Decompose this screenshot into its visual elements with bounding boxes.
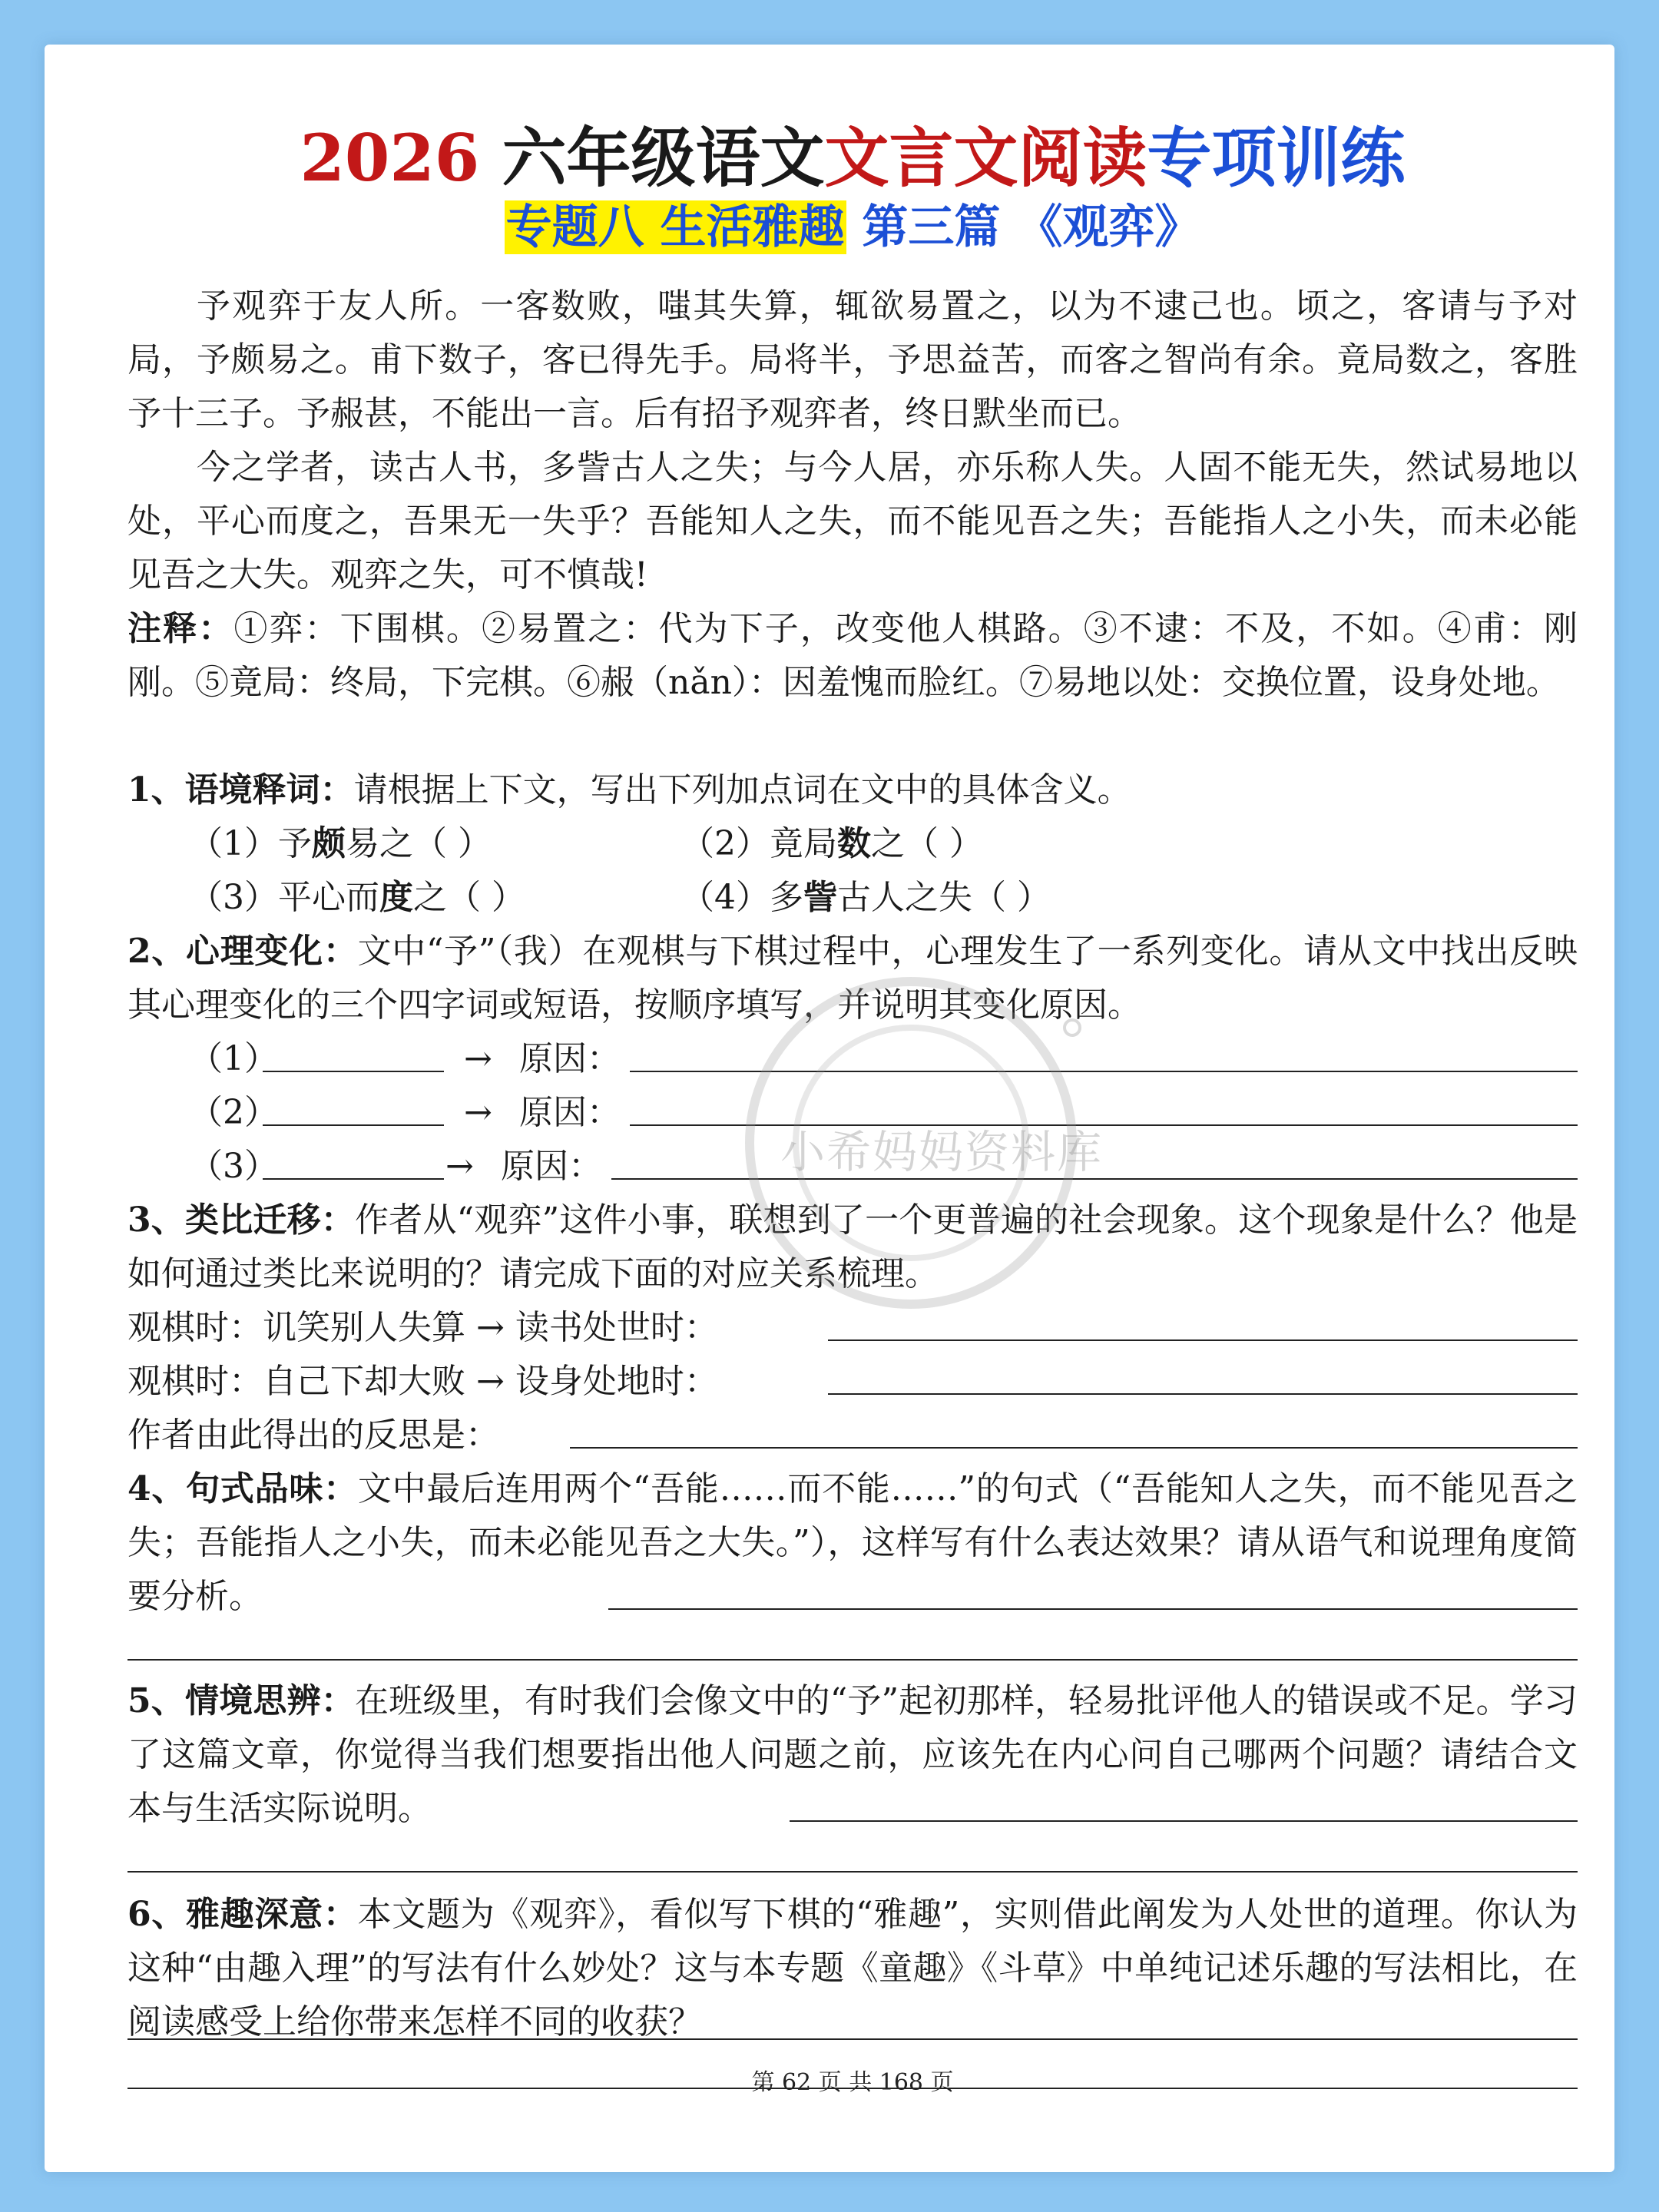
q2-row-3-answer-blank[interactable]: [263, 1178, 444, 1180]
q6-answer-blank-1[interactable]: [127, 2038, 1578, 2040]
q3-line-3-blank[interactable]: [570, 1447, 1578, 1449]
q1-item-3: （3）平心而度之（ ）: [189, 878, 525, 917]
q2-row-2-reason-label: 原因：: [519, 1093, 621, 1132]
notes-text: ①弈：下围棋。②易置之：代为下子，改变他人棋路。③不逮：不及，不如。④甫：刚刚。⑤竟局：终局，下完棋。⑥赧（nǎn）：因羞愧而脸红。⑦易地以处：交换位置，设身处地。: [127, 609, 1578, 702]
question-2: [127, 925, 1578, 1032]
q4-answer-blank-2[interactable]: [127, 1659, 1578, 1661]
question-1-label: 1、语境释词：: [127, 770, 354, 810]
q2-row-1-num: （1）: [189, 1039, 278, 1078]
dotted-word: 数: [837, 824, 871, 863]
q3-line-2-blank[interactable]: [828, 1393, 1578, 1395]
question-3: [127, 1194, 1578, 1301]
question-2-label: 2、心理变化：: [127, 932, 358, 971]
title-grade: 六年级语文: [502, 120, 825, 196]
worksheet-page: [45, 45, 1614, 2172]
dotted-word: 訾: [803, 878, 837, 917]
q2-row-3-arrow: →: [445, 1147, 474, 1186]
q2-row-1-reason-label: 原因：: [519, 1039, 621, 1078]
q2-row-2-answer-blank[interactable]: [263, 1124, 444, 1126]
notes: [127, 602, 1578, 710]
question-3-text: 作者从“观弈”这件小事，联想到了一个更普遍的社会现象。这个现象是什么？他是如何通过类比来说明的？请完成下面的对应关系梳理。: [127, 1200, 1578, 1293]
q1-item-4: （4）多訾古人之失（ ）: [680, 878, 1051, 917]
subtitle-rest: 第三篇 《观弈》: [846, 200, 1201, 254]
question-5-text: 在班级里，有时我们会像文中的“予”起初那样，轻易批评他人的错误或不足。学习了这篇文章，你觉得当我们想要指出他人问题之前，应该先在内心问自己哪两个问题？请结合文本与生活实际说明。: [127, 1681, 1578, 1828]
question-3-label: 3、类比迁移：: [127, 1200, 355, 1240]
notes-label: 注释：: [127, 609, 234, 648]
title-topic: 文言文阅读: [824, 120, 1147, 196]
q3-line-3-label: 作者由此得出的反思是：: [127, 1416, 499, 1455]
q2-row-3-num: （3）: [189, 1147, 278, 1186]
question-6-label: 6、雅趣深意：: [127, 1895, 358, 1934]
q3-line-2-label: 观棋时：自己下却大败 → 设身处地时：: [127, 1362, 718, 1401]
q5-answer-blank-1[interactable]: [790, 1820, 1578, 1822]
q3-line-1-blank[interactable]: [828, 1339, 1578, 1341]
q1-item-1: （1）予颇易之（ ）: [189, 824, 492, 863]
page-subtitle: [127, 195, 1578, 260]
question-6-text: 本文题为《观弈》，看似写下棋的“雅趣”，实则借此阐发为人处世的道理。你认为这种“由趣入理”的写法有什么妙处？这与本专题《童趣》《斗草》中单纯记述乐趣的写法相比，在阅读感受上给你带来怎样不同的收获？: [127, 1895, 1578, 2041]
passage-paragraph-1: 予观弈于友人所。一客数败，嗤其失算，辄欲易置之，以为不逮己也。顷之，客请与予对局，予颇易之。甫下数子，客已得先手。局将半，予思益苦，而客之智尚有余。竟局数之，客胜予十三子。予赧甚，不能出一言。后有招予观弈者，终日默坐而已。: [127, 286, 1578, 433]
q2-row-1-arrow: →: [464, 1039, 492, 1078]
dotted-word: 度: [379, 878, 413, 917]
q3-line-1-label: 观棋时：讥笑别人失算 → 读书处世时：: [127, 1308, 718, 1347]
question-4-label: 4、句式品味：: [127, 1469, 358, 1508]
q4-answer-blank-1[interactable]: [608, 1608, 1578, 1610]
subtitle-highlight: 专题八 生活雅趣: [505, 200, 845, 254]
question-4: [127, 1462, 1578, 1624]
question-1-text: 请根据上下文，写出下列加点词在文中的具体含义。: [353, 770, 1131, 810]
dotted-word: 颇: [312, 824, 346, 863]
watermark-text: 小希妈妈资料库: [780, 1126, 1103, 1178]
q5-answer-blank-2[interactable]: [127, 1871, 1578, 1873]
q2-row-2-arrow: →: [464, 1093, 492, 1132]
title-year: 2026: [300, 120, 502, 196]
passage-paragraph-2: 今之学者，读古人书，多訾古人之失；与今人居，亦乐称人失。人固不能无失，然试易地以处，平心而度之，吾果无一失乎？吾能知人之失，而不能见吾之失；吾能指人之小失，而未必能见吾之大失。观弈之失，可不慎哉!: [127, 448, 1578, 594]
q2-row-1-answer-blank[interactable]: [263, 1071, 444, 1072]
q2-row-3-reason-label: 原因：: [501, 1147, 602, 1186]
question-4-text: 文中最后连用两个“吾能……而不能……”的句式（“吾能知人之失，而不能见吾之失；吾能指人之小失，而未必能见吾之大失。”），这样写有什么表达效果？请从语气和说理角度简要分析。: [127, 1469, 1578, 1616]
q2-row-2-num: （2）: [189, 1093, 278, 1132]
page-title: [127, 118, 1578, 198]
question-1: [127, 763, 1578, 817]
q2-row-1-reason-blank[interactable]: [630, 1071, 1578, 1072]
q1-item-2: （2）竟局数之（ ）: [680, 824, 983, 863]
question-5: [127, 1674, 1578, 1836]
question-2-text: 文中“予”（我）在观棋与下棋过程中，心理发生了一系列变化。请从文中找出反映其心理变化的三个四字词或短语，按顺序填写，并说明其变化原因。: [127, 932, 1578, 1025]
question-6: [127, 1888, 1578, 2049]
page-footer: 第 62 页 共 168 页: [751, 2069, 954, 2096]
question-5-label: 5、情境思辨：: [127, 1681, 355, 1720]
title-training: 专项训练: [1147, 120, 1406, 196]
